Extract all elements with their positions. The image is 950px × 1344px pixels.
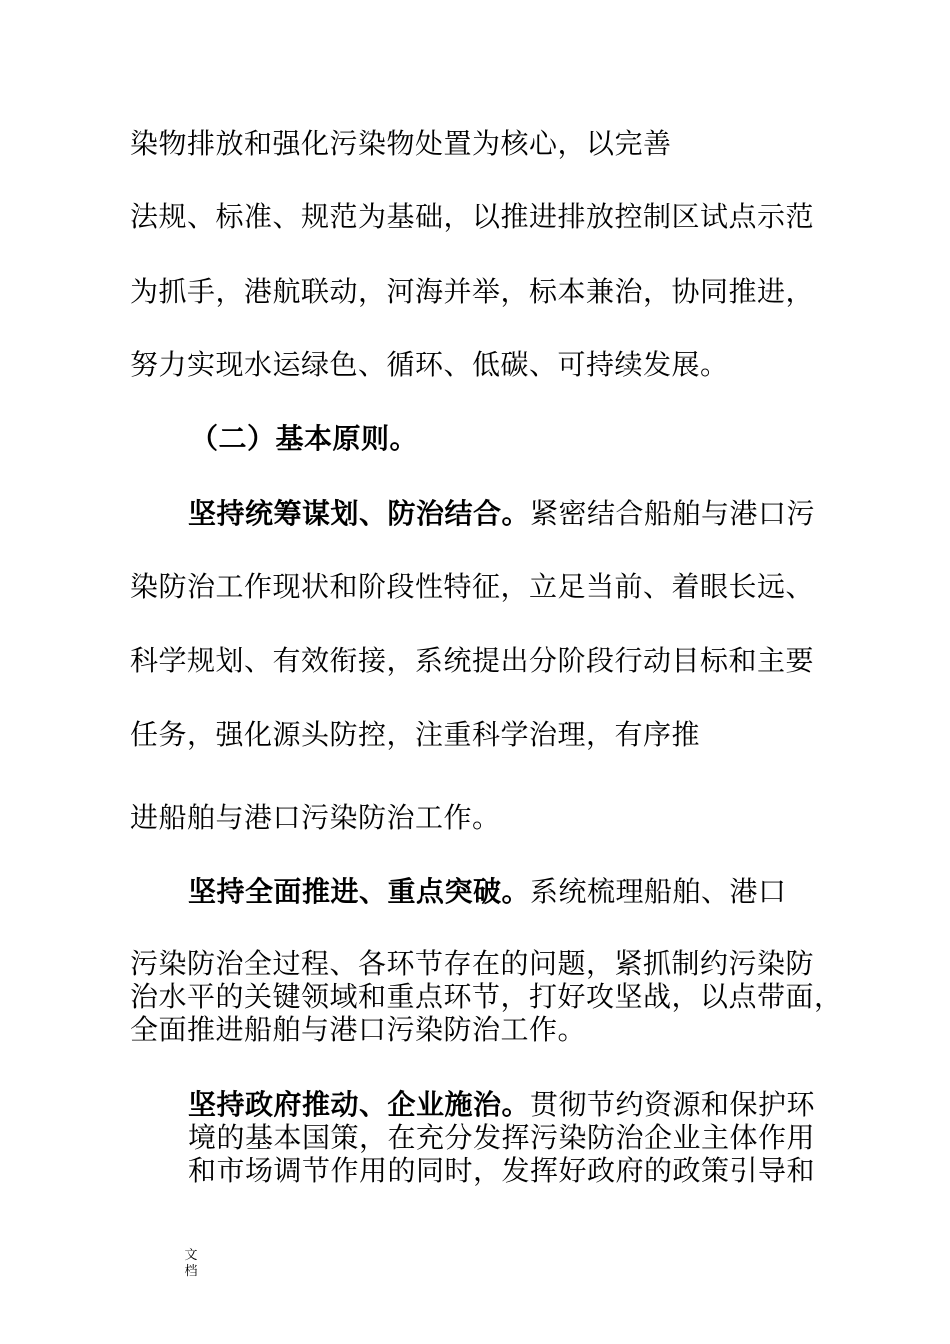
principle-1-title: 坚持统筹谋划、防治结合。 [188,497,531,530]
principle-3-title: 坚持政府推动、企业施治。 [188,1088,531,1121]
principle-3-first-line [188,1088,815,1122]
principle-1-line-4: 任务，强化源头防控，注重科学治理，有序推 [130,718,701,751]
intro-line-3: 为抓手，港航联动，河海并举，标本兼治，协同推进， [130,275,815,308]
principle-2-line-2: 污染防治全过程、各环节存在的问题，紧抓制约污染防 [130,947,815,980]
principle-1-line-5: 进船舶与港口污染防治工作。 [130,801,501,834]
principle-3-line-3: 和市场调节作用的同时，发挥好政府的政策引导和 [188,1154,816,1187]
principle-1-line-2: 染防治工作现状和阶段性特征，立足当前、着眼长远、 [130,570,815,603]
page-footer-label [183,1248,199,1280]
section-heading: （二）基本原则。 [190,422,419,455]
footer-char-1: 文 [184,1248,198,1263]
intro-line-2: 法规、标准、规范为基础，以推进排放控制区试点示范 [130,200,815,233]
principle-3-line-1-text: 贯彻节约资源和保护环 [530,1088,816,1121]
principle-2-line-1-text: 系统梳理船舶、港口 [530,875,787,908]
principle-1-first-line [188,497,815,531]
principle-1-line-3: 科学规划、有效衔接，系统提出分阶段行动目标和主要 [130,644,815,677]
principle-2-first-line [188,875,787,909]
principle-2-title: 坚持全面推进、重点突破。 [188,875,531,908]
principle-2-line-3: 治水平的关键领域和重点环节，打好攻坚战，以点带面， [130,980,843,1013]
principle-2-line-4: 全面推进船舶与港口污染防治工作。 [130,1013,587,1046]
intro-line-1: 染物排放和强化污染物处置为核心，以完善 [130,127,672,160]
intro-line-4: 努力实现水运绿色、循环、低碳、可持续发展。 [130,348,729,381]
footer-char-2: 档 [184,1264,198,1279]
principle-1-line-1-text: 紧密结合船舶与港口污 [530,497,816,530]
principle-3-line-2: 境的基本国策，在充分发挥污染防治企业主体作用 [188,1121,816,1154]
